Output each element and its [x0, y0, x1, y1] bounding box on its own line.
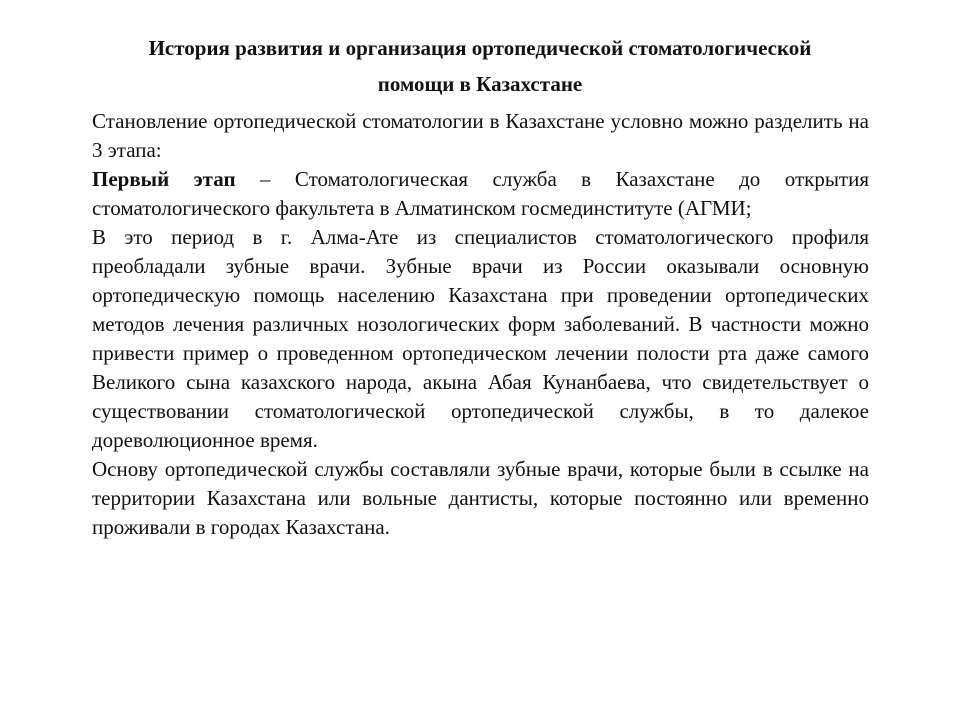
stage-one-paragraph [92, 165, 869, 223]
stage-one-label: Первый этап [92, 167, 236, 191]
intro-paragraph: Становление ортопедической стоматологии в Казахстане условно можно разделить на 3 этапа: [92, 109, 869, 162]
slide-title-line-1: История развития и организация ортопедической стоматологической [148, 36, 812, 60]
basis-paragraph: Основу ортопедической службы составляли зубные врачи, которые были в ссылке на территории Казахстана или вольные дантисты, которые постоянно или временно проживали в городах Казахстана. [92, 457, 869, 539]
slide-title-line-2: помощи в Казахстане [377, 72, 583, 96]
period-paragraph: В это период в г. Алма-Ате из специалистов стоматологического профиля преобладали зубные врачи. Зубные врачи из России оказывали основную ортопедическую помощь населению Казахстана при проведении ортопедических методов лечения различных нозологических форм заболеваний. В частности можно привести пример о проведенном ортопедическом лечении полости рта даже самого Великого сына казахского народа, акына Абая Кунанбаева, что свидетельствует о существовании стоматологической ортопедической службы, в то далекое дореволюционное время. [92, 225, 869, 452]
slide-body [92, 107, 869, 542]
stage-one-text: – Стоматологическая служба в Казахстане до открытия стоматологического факультета в Алматинском госмединституте (АГМИ; [92, 167, 870, 220]
slide-title [90, 30, 870, 102]
